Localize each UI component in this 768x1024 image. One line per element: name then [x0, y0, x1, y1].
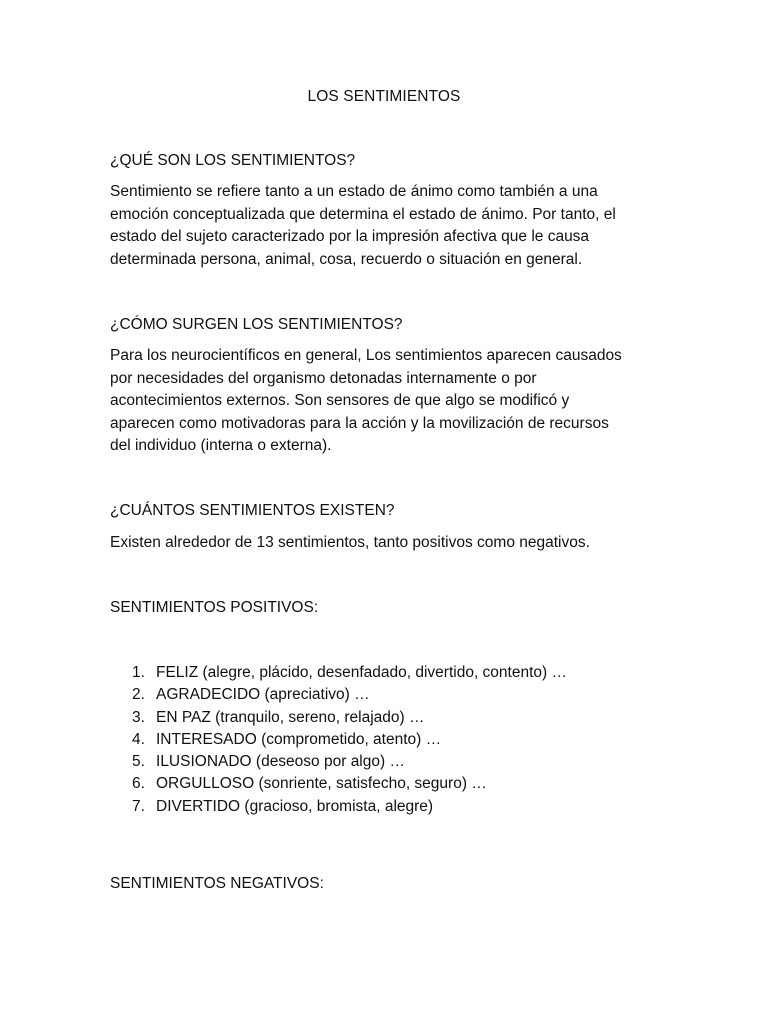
list-item	[110, 773, 567, 795]
paragraph-line: emoción conceptualizada que determina el estado de ánimo. Por tanto, el	[110, 205, 616, 223]
list-item	[110, 684, 567, 706]
paragraph-line: estado del sujeto caracterizado por la impresión afectiva que le causa	[110, 228, 590, 246]
list-item	[110, 729, 567, 751]
list-item	[110, 796, 567, 818]
paragraph-line: Existen alrededor de 13 sentimientos, tanto positivos como negativos.	[110, 534, 590, 551]
paragraph-line: determinada persona, animal, cosa, recuerdo o situación en general.	[110, 250, 583, 268]
section-paragraph-what-are	[110, 181, 670, 271]
list-item	[110, 707, 567, 729]
section-paragraph-how-many	[110, 532, 670, 555]
list-item-text: FELIZ (alegre, plácido, desenfadado, divertido, contento) …	[156, 664, 567, 681]
list-item-number: 6.	[132, 775, 145, 793]
section-heading-how-arise: ¿CÓMO SURGEN LOS SENTIMIENTOS?	[110, 316, 403, 333]
list-item-number: 7.	[132, 797, 145, 815]
section-heading-how-many: ¿CUÁNTOS SENTIMIENTOS EXISTEN?	[110, 502, 395, 519]
list-item-number: 2.	[132, 686, 145, 704]
list-item-number: 1.	[132, 664, 145, 681]
list-item-text: INTERESADO (comprometido, atento) …	[156, 730, 442, 748]
document-title: LOS SENTIMIENTOS	[307, 88, 461, 105]
positive-feelings-list	[110, 662, 567, 818]
list-item-number: 3.	[132, 708, 145, 726]
list-item-text: ILUSIONADO (deseoso por algo) …	[156, 753, 405, 771]
section-paragraph-how-arise	[110, 345, 670, 458]
paragraph-line: Para los neurocientíficos en general, Los sentimientos aparecen causados	[110, 347, 622, 364]
paragraph-line: aparecen como motivadoras para la acción y la movilización de recursos	[110, 414, 609, 432]
negative-feelings-heading: SENTIMIENTOS NEGATIVOS:	[110, 875, 324, 892]
list-item	[110, 751, 567, 773]
list-item-number: 5.	[132, 753, 145, 771]
section-heading-what-are: ¿QUÉ SON LOS SENTIMIENTOS?	[110, 152, 356, 169]
paragraph-line: acontecimientos externos. Son sensores de que algo se modificó y	[110, 392, 570, 410]
list-item-text: ORGULLOSO (sonriente, satisfecho, seguro) …	[156, 775, 487, 793]
paragraph-line: del individuo (interna o externa).	[110, 437, 332, 455]
list-item-text: EN PAZ (tranquilo, sereno, relajado) …	[156, 708, 425, 726]
paragraph-line: por necesidades del organismo detonadas internamente o por	[110, 369, 537, 387]
list-item-text: AGRADECIDO (apreciativo) …	[156, 686, 370, 704]
positive-feelings-heading: SENTIMIENTOS POSITIVOS:	[110, 599, 319, 616]
list-item-text: DIVERTIDO (gracioso, bromista, alegre)	[156, 797, 434, 815]
list-item	[110, 662, 567, 684]
list-item-number: 4.	[132, 730, 145, 748]
paragraph-line: Sentimiento se refiere tanto a un estado de ánimo como también a una	[110, 183, 598, 200]
